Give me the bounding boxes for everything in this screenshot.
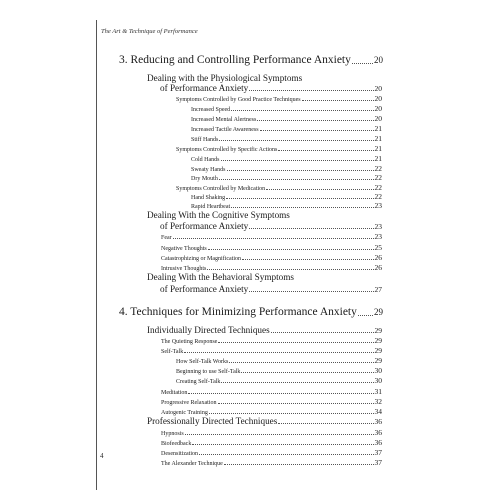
toc-entry-title: of Performance Anxiety	[160, 221, 249, 231]
toc-entry	[161, 428, 382, 437]
dot-leader	[209, 413, 374, 414]
toc-entry-page: 21	[374, 124, 382, 133]
toc-entry	[161, 448, 382, 457]
toc-entry-page: 20	[374, 114, 382, 123]
dot-leader	[192, 444, 373, 445]
toc-entry	[176, 183, 382, 192]
toc-entry	[147, 272, 294, 282]
toc-entry-page: 30	[374, 376, 382, 385]
dot-leader	[231, 110, 373, 111]
toc-entry-title: Increased Speed	[191, 107, 231, 113]
dot-leader	[231, 207, 373, 208]
toc-entry	[160, 221, 382, 231]
dot-leader	[302, 100, 374, 101]
toc-entry-title: Dealing with the Physiological Symptoms	[147, 73, 303, 83]
toc-entry-page: 22	[374, 164, 382, 173]
toc-entry	[161, 387, 382, 396]
dot-leader	[173, 238, 374, 239]
running-head: The Art & Technique of Performance	[101, 28, 198, 35]
toc-entry-title: Rapid Heartbeat	[191, 204, 231, 210]
toc-entry-title: Dealing With the Cognitive Symptoms	[147, 210, 290, 220]
page-number: 4	[100, 452, 104, 460]
toc-entry	[191, 134, 382, 143]
toc-entry-page: 37	[374, 448, 382, 457]
dot-leader	[271, 332, 374, 333]
toc-entry-title: of Performance Anxiety	[160, 284, 249, 294]
toc-entry-title: Desensitization	[161, 451, 198, 457]
toc-entry	[147, 73, 302, 83]
toc-entry	[161, 407, 382, 416]
dot-leader	[184, 352, 373, 353]
toc-chapter	[119, 306, 383, 318]
dot-leader	[208, 249, 374, 250]
toc-entry-page: 21	[374, 154, 382, 163]
toc-entry-page: 23	[374, 222, 382, 231]
dot-leader	[218, 403, 374, 404]
toc-entry-page: 22	[374, 173, 382, 182]
toc-entry	[191, 104, 382, 113]
toc-entry-page: 29	[374, 307, 383, 317]
toc-entry-page: 29	[374, 326, 382, 335]
toc-entry-title: Biofeedback	[161, 441, 192, 447]
dot-leader	[260, 130, 374, 131]
dot-leader	[219, 179, 374, 180]
toc-entry	[176, 376, 382, 385]
toc-entry	[161, 232, 382, 241]
toc-entry-page: 37	[374, 458, 382, 467]
margin-rule	[96, 20, 97, 490]
dot-leader	[249, 90, 373, 91]
toc-entry-page: 29	[374, 346, 382, 355]
toc-entry	[191, 164, 382, 173]
toc-entry-title: Hand Shaking	[191, 195, 226, 201]
toc-entry	[176, 356, 382, 365]
toc-entry-page: 23	[374, 232, 382, 241]
dot-leader	[224, 464, 374, 465]
toc-entry-title: Catastrophizing or Magnification	[161, 256, 241, 262]
toc-entry	[161, 253, 382, 262]
dot-leader	[221, 160, 374, 161]
toc-entry-page: 34	[374, 407, 382, 416]
toc-entry-page: 26	[374, 263, 382, 272]
dot-leader	[207, 269, 373, 270]
toc-entry-page: 20	[374, 94, 382, 103]
toc-entry	[161, 336, 382, 345]
toc-entry-title: Autogenic Training	[161, 410, 208, 416]
toc-entry-page: 30	[374, 366, 382, 375]
dot-leader	[249, 228, 373, 229]
toc-entry-title: Symptoms Controlled by Medication	[176, 186, 266, 192]
toc-entry-title: Stiff Hands	[191, 137, 219, 143]
toc-entry-title: Increased Mental Alertness	[191, 117, 257, 123]
toc-entry	[161, 438, 382, 447]
toc-entry	[176, 366, 382, 375]
dot-leader	[218, 342, 373, 343]
toc-entry-page: 29	[374, 336, 382, 345]
toc-entry	[191, 173, 382, 182]
toc-entry-title: 3. Reducing and Controlling Performance Anxiety	[119, 54, 351, 66]
toc-entry	[191, 201, 382, 210]
toc-chapter	[119, 54, 383, 66]
toc-entry-page: 23	[374, 201, 382, 210]
toc-entry	[147, 210, 290, 220]
toc-entry	[147, 416, 382, 426]
toc-entry-page: 36	[374, 417, 382, 426]
toc-entry	[191, 124, 382, 133]
dot-leader	[188, 393, 373, 394]
toc-entry-page: 27	[374, 285, 382, 294]
toc-entry-page: 21	[374, 134, 382, 143]
dot-leader	[185, 434, 374, 435]
toc-entry-title: Negative Thoughts	[161, 246, 207, 252]
toc-entry-page: 22	[374, 192, 382, 201]
dot-leader	[242, 259, 374, 260]
toc-entry-page: 26	[374, 253, 382, 262]
toc-entry-title: Intrusive Thoughts	[161, 266, 207, 272]
dot-leader	[257, 120, 373, 121]
toc-entry	[161, 263, 382, 272]
toc-entry	[161, 458, 382, 467]
toc-entry-title: Symptoms Controlled by Good Practice Techniques	[176, 97, 301, 103]
toc-entry	[160, 284, 382, 294]
toc-entry-page: 36	[374, 438, 382, 447]
toc-entry	[160, 83, 382, 93]
toc-entry	[161, 346, 382, 355]
toc-entry-title: Cold Hands	[191, 157, 220, 163]
dot-leader	[226, 198, 373, 199]
dot-leader	[249, 291, 373, 292]
toc-entry-title: Hypnosis	[161, 431, 184, 437]
toc-entry-page: 25	[374, 243, 382, 252]
toc-entry	[191, 192, 382, 201]
toc-entry	[191, 114, 382, 123]
dot-leader	[227, 170, 374, 171]
toc-entry-title: Fear	[161, 235, 172, 241]
toc-entry-title: of Performance Anxiety	[160, 83, 249, 93]
toc-entry-title: Dry Mouth	[191, 176, 218, 182]
toc-entry-title: Symptoms Controlled by Specific Actions	[176, 147, 278, 153]
toc-entry-title: Beginning to use Self-Talk	[176, 369, 241, 375]
toc-entry-title: Sweaty Hands	[191, 167, 226, 173]
toc-entry	[161, 397, 382, 406]
toc-entry-title: Progressive Relaxation	[161, 400, 217, 406]
toc-entry-title: How Self-Talk Works	[176, 359, 229, 365]
toc-entry-title: The Quieting Response	[161, 339, 218, 345]
dot-leader	[219, 140, 373, 141]
toc-entry-page: 22	[374, 183, 382, 192]
toc-entry-title: Increased Tactile Awareness	[191, 127, 259, 133]
toc-entry	[191, 154, 382, 163]
toc-entry-title: 4. Techniques for Minimizing Performance Anxiety	[119, 306, 357, 318]
toc-entry-title: Individually Directed Techniques	[147, 325, 270, 335]
dot-leader	[278, 423, 373, 424]
toc-entry-page: 29	[374, 356, 382, 365]
toc-entry-page: 36	[374, 428, 382, 437]
toc-entry-page: 21	[374, 144, 382, 153]
toc-entry-title: Dealing With the Behavioral Symptoms	[147, 272, 294, 282]
toc-entry	[176, 144, 382, 153]
toc-entry-title: Meditation	[161, 390, 188, 396]
toc-entry	[147, 325, 382, 335]
dot-leader	[229, 362, 373, 363]
toc-entry-title: The Alexander Technique	[161, 461, 223, 467]
dot-leader	[278, 150, 373, 151]
toc-entry-page: 31	[374, 387, 382, 396]
dot-leader	[241, 372, 373, 373]
dot-leader	[358, 315, 373, 316]
toc-entry	[161, 243, 382, 252]
toc-entry-title: Creating Self-Talk	[176, 379, 221, 385]
dot-leader	[352, 63, 373, 64]
dot-leader	[266, 189, 373, 190]
toc-entry-page: 32	[374, 397, 382, 406]
toc-entry-page: 20	[374, 55, 383, 65]
dot-leader	[221, 382, 373, 383]
toc-entry-page: 20	[374, 104, 382, 113]
toc-entry-page: 20	[374, 84, 382, 93]
toc-entry-title: Professionally Directed Techniques	[147, 416, 278, 426]
toc-entry-title: Self-Talk	[161, 349, 184, 355]
toc-entry	[176, 94, 382, 103]
dot-leader	[199, 454, 374, 455]
